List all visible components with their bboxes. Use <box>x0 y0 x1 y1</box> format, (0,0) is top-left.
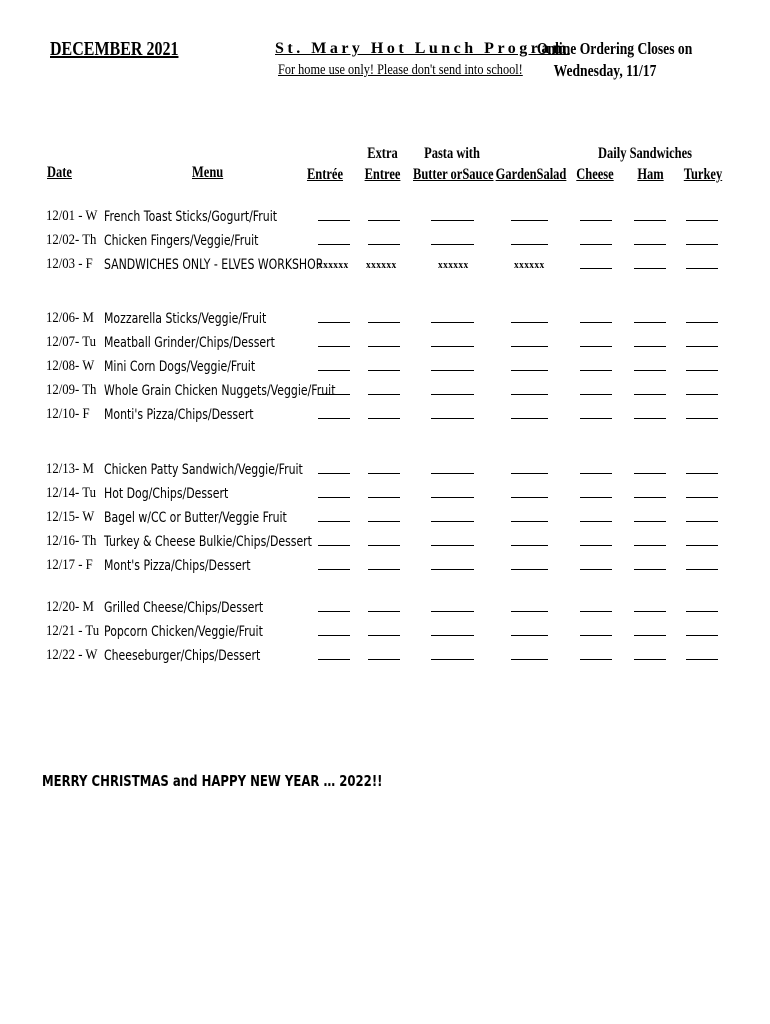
order-blank[interactable] <box>511 418 548 419</box>
menu-date: 12/07- Tu <box>46 334 96 350</box>
order-blank[interactable] <box>580 569 612 570</box>
order-blank[interactable] <box>368 659 400 660</box>
menu-item: Whole Grain Chicken Nuggets/Veggie/Fruit <box>104 383 336 399</box>
menu-date: 12/16- Th <box>46 533 97 549</box>
col-entree-label: Entrée <box>306 166 344 183</box>
menu-item: Bagel w/CC or Butter/Veggie Fruit <box>104 510 287 526</box>
order-blank[interactable] <box>368 418 400 419</box>
order-blank[interactable] <box>634 220 666 221</box>
order-blank[interactable] <box>511 346 548 347</box>
menu-row <box>0 310 770 333</box>
order-blank[interactable] <box>511 521 548 522</box>
order-blank[interactable] <box>511 545 548 546</box>
online-ordering-notice <box>537 38 693 82</box>
order-blank[interactable] <box>634 659 666 660</box>
menu-date: 12/06- M <box>46 310 94 326</box>
order-blank[interactable] <box>580 473 612 474</box>
order-blank[interactable] <box>431 545 474 546</box>
order-blank[interactable] <box>368 497 400 498</box>
order-blank[interactable] <box>686 346 718 347</box>
order-blank[interactable] <box>318 322 350 323</box>
order-blank[interactable] <box>686 497 718 498</box>
order-blank[interactable] <box>511 220 548 221</box>
order-blank[interactable] <box>686 394 718 395</box>
order-blank[interactable] <box>686 521 718 522</box>
order-blank[interactable] <box>318 635 350 636</box>
order-blank[interactable] <box>368 569 400 570</box>
program-title: St. Mary Hot Lunch Program <box>275 40 570 57</box>
order-blank[interactable] <box>580 346 612 347</box>
menu-date: 12/03 - F <box>46 256 93 272</box>
order-blank[interactable] <box>686 418 718 419</box>
menu-date: 12/08- W <box>46 358 95 374</box>
order-blank[interactable] <box>634 322 666 323</box>
order-blank[interactable] <box>318 473 350 474</box>
page-title: DECEMBER 2021 <box>50 38 179 60</box>
menu-row <box>0 334 770 357</box>
col-ham <box>633 164 668 185</box>
col-cheese-label: Cheese <box>576 166 614 183</box>
col-cheese <box>576 164 615 185</box>
order-blank[interactable] <box>580 322 612 323</box>
order-blank[interactable] <box>368 545 400 546</box>
order-blank[interactable] <box>686 611 718 612</box>
col-entree <box>306 164 345 185</box>
col-menu: Menu <box>192 164 224 181</box>
order-blank[interactable] <box>368 346 400 347</box>
menu-row <box>0 647 770 670</box>
order-blank[interactable] <box>634 521 666 522</box>
menu-date: 12/02- Th <box>46 232 97 248</box>
menu-item: Mozzarella Sticks/Veggie/Fruit <box>104 311 267 327</box>
col-pasta-line2: Butter orSauce <box>413 166 494 183</box>
menu-row <box>0 623 770 646</box>
order-blank[interactable] <box>580 370 612 371</box>
order-blank[interactable] <box>634 545 666 546</box>
order-blank[interactable] <box>580 244 612 245</box>
menu-row <box>0 208 770 231</box>
menu-date: 12/21 - Tu <box>46 623 100 639</box>
col-ham-label: Ham <box>637 166 664 183</box>
unavailable-marker: xxxxxx <box>514 259 545 271</box>
order-blank[interactable] <box>431 569 474 570</box>
order-blank[interactable] <box>511 370 548 371</box>
order-blank[interactable] <box>634 268 666 269</box>
order-blank[interactable] <box>431 322 474 323</box>
menu-item: Cheeseburger/Chips/Dessert <box>104 648 261 664</box>
order-blank[interactable] <box>511 611 548 612</box>
order-blank[interactable] <box>686 659 718 660</box>
order-blank[interactable] <box>580 268 612 269</box>
col-extra-line1: Extra <box>367 145 398 162</box>
order-blank[interactable] <box>580 220 612 221</box>
order-blank[interactable] <box>511 635 548 636</box>
order-blank[interactable] <box>318 497 350 498</box>
order-blank[interactable] <box>686 473 718 474</box>
menu-row <box>0 382 770 405</box>
order-blank[interactable] <box>686 322 718 323</box>
order-blank[interactable] <box>318 370 350 371</box>
order-blank[interactable] <box>686 635 718 636</box>
order-blank[interactable] <box>431 244 474 245</box>
order-blank[interactable] <box>368 244 400 245</box>
order-blank[interactable] <box>431 370 474 371</box>
order-blank[interactable] <box>634 346 666 347</box>
order-blank[interactable] <box>686 569 718 570</box>
col-salad-label: GardenSalad <box>495 166 567 183</box>
menu-item: Hot Dog/Chips/Dessert <box>104 486 229 502</box>
order-blank[interactable] <box>634 635 666 636</box>
order-blank[interactable] <box>511 394 548 395</box>
order-blank[interactable] <box>318 220 350 221</box>
col-turkey-label: Turkey <box>683 166 723 183</box>
order-blank[interactable] <box>368 635 400 636</box>
order-blank[interactable] <box>634 394 666 395</box>
order-blank[interactable] <box>511 497 548 498</box>
menu-date: 12/01 - W <box>46 208 98 224</box>
order-blank[interactable] <box>318 394 350 395</box>
order-blank[interactable] <box>511 659 548 660</box>
order-blank[interactable] <box>511 569 548 570</box>
menu-item: Chicken Patty Sandwich/Veggie/Fruit <box>104 462 303 478</box>
menu-row <box>0 557 770 580</box>
order-blank[interactable] <box>431 497 474 498</box>
order-blank[interactable] <box>431 473 474 474</box>
menu-row <box>0 232 770 255</box>
order-blank[interactable] <box>686 220 718 221</box>
order-blank[interactable] <box>318 244 350 245</box>
menu-item: Popcorn Chicken/Veggie/Fruit <box>104 624 263 640</box>
order-blank[interactable] <box>634 473 666 474</box>
order-blank[interactable] <box>580 394 612 395</box>
order-blank[interactable] <box>431 394 474 395</box>
order-blank[interactable] <box>368 322 400 323</box>
col-pasta <box>413 143 494 185</box>
online-ordering-line1: Online Ordering Closes on <box>537 39 693 58</box>
order-blank[interactable] <box>431 521 474 522</box>
menu-date: 12/20- M <box>46 599 94 615</box>
order-blank[interactable] <box>511 322 548 323</box>
order-blank[interactable] <box>318 521 350 522</box>
menu-item: Grilled Cheese/Chips/Dessert <box>104 600 264 616</box>
order-blank[interactable] <box>634 370 666 371</box>
unavailable-marker: xxxxxx <box>318 259 349 271</box>
menu-item: Monti's Pizza/Chips/Dessert <box>104 407 254 423</box>
holiday-greeting: MERRY CHRISTMAS and HAPPY NEW YEAR … 2022!! <box>42 772 383 790</box>
order-blank[interactable] <box>368 394 400 395</box>
order-blank[interactable] <box>686 244 718 245</box>
order-blank[interactable] <box>368 611 400 612</box>
menu-row <box>0 485 770 508</box>
menu-row <box>0 533 770 556</box>
order-blank[interactable] <box>511 244 548 245</box>
order-blank[interactable] <box>431 418 474 419</box>
order-blank[interactable] <box>368 220 400 221</box>
order-blank[interactable] <box>368 370 400 371</box>
unavailable-marker: xxxxxx <box>438 259 469 271</box>
order-blank[interactable] <box>580 418 612 419</box>
menu-row <box>0 599 770 622</box>
menu-date: 12/22 - W <box>46 647 98 663</box>
order-blank[interactable] <box>634 244 666 245</box>
menu-item: Turkey & Cheese Bulkie/Chips/Dessert <box>104 534 312 550</box>
col-salad <box>495 164 567 185</box>
order-blank[interactable] <box>431 220 474 221</box>
menu-date: 12/10- F <box>46 406 90 422</box>
menu-date: 12/09- Th <box>46 382 97 398</box>
online-ordering-line2: Wednesday, 11/17 <box>553 61 657 80</box>
order-blank[interactable] <box>580 521 612 522</box>
col-turkey <box>684 164 723 185</box>
col-daily-sandwiches: Daily Sandwiches <box>598 145 692 162</box>
order-blank[interactable] <box>431 346 474 347</box>
menu-date: 12/15- W <box>46 509 95 525</box>
col-extra-line2: Entree <box>364 166 401 183</box>
home-use-note: For home use only! Please don't send into school! <box>278 62 523 78</box>
menu-item: Mont's Pizza/Chips/Dessert <box>104 558 251 574</box>
col-pasta-line1: Pasta with <box>424 145 480 162</box>
order-blank[interactable] <box>318 569 350 570</box>
order-blank[interactable] <box>318 545 350 546</box>
order-blank[interactable] <box>580 659 612 660</box>
menu-date: 12/17 - F <box>46 557 93 573</box>
order-blank[interactable] <box>580 611 612 612</box>
order-blank[interactable] <box>318 346 350 347</box>
col-date: Date <box>47 164 72 181</box>
menu-item: SANDWICHES ONLY - ELVES WORKSHOP <box>104 257 323 273</box>
order-blank[interactable] <box>431 659 474 660</box>
menu-item: Meatball Grinder/Chips/Dessert <box>104 335 275 351</box>
order-blank[interactable] <box>431 611 474 612</box>
order-blank[interactable] <box>686 545 718 546</box>
order-blank[interactable] <box>318 418 350 419</box>
order-blank[interactable] <box>368 521 400 522</box>
menu-row <box>0 358 770 381</box>
order-blank[interactable] <box>634 497 666 498</box>
menu-row <box>0 256 770 279</box>
order-blank[interactable] <box>634 611 666 612</box>
menu-item: Mini Corn Dogs/Veggie/Fruit <box>104 359 256 375</box>
menu-row <box>0 461 770 484</box>
col-extra-entree <box>361 143 404 185</box>
order-blank[interactable] <box>580 545 612 546</box>
order-blank[interactable] <box>580 497 612 498</box>
order-blank[interactable] <box>580 635 612 636</box>
order-blank[interactable] <box>686 370 718 371</box>
menu-row <box>0 406 770 429</box>
menu-date: 12/13- M <box>46 461 94 477</box>
order-blank[interactable] <box>368 473 400 474</box>
order-blank[interactable] <box>511 473 548 474</box>
menu-row <box>0 509 770 532</box>
order-blank[interactable] <box>318 659 350 660</box>
order-blank[interactable] <box>634 418 666 419</box>
menu-item: French Toast Sticks/Gogurt/Fruit <box>104 209 278 225</box>
order-blank[interactable] <box>318 611 350 612</box>
menu-item: Chicken Fingers/Veggie/Fruit <box>104 233 259 249</box>
order-blank[interactable] <box>686 268 718 269</box>
order-blank[interactable] <box>431 635 474 636</box>
menu-date: 12/14- Tu <box>46 485 96 501</box>
order-blank[interactable] <box>634 569 666 570</box>
unavailable-marker: xxxxxx <box>366 259 397 271</box>
